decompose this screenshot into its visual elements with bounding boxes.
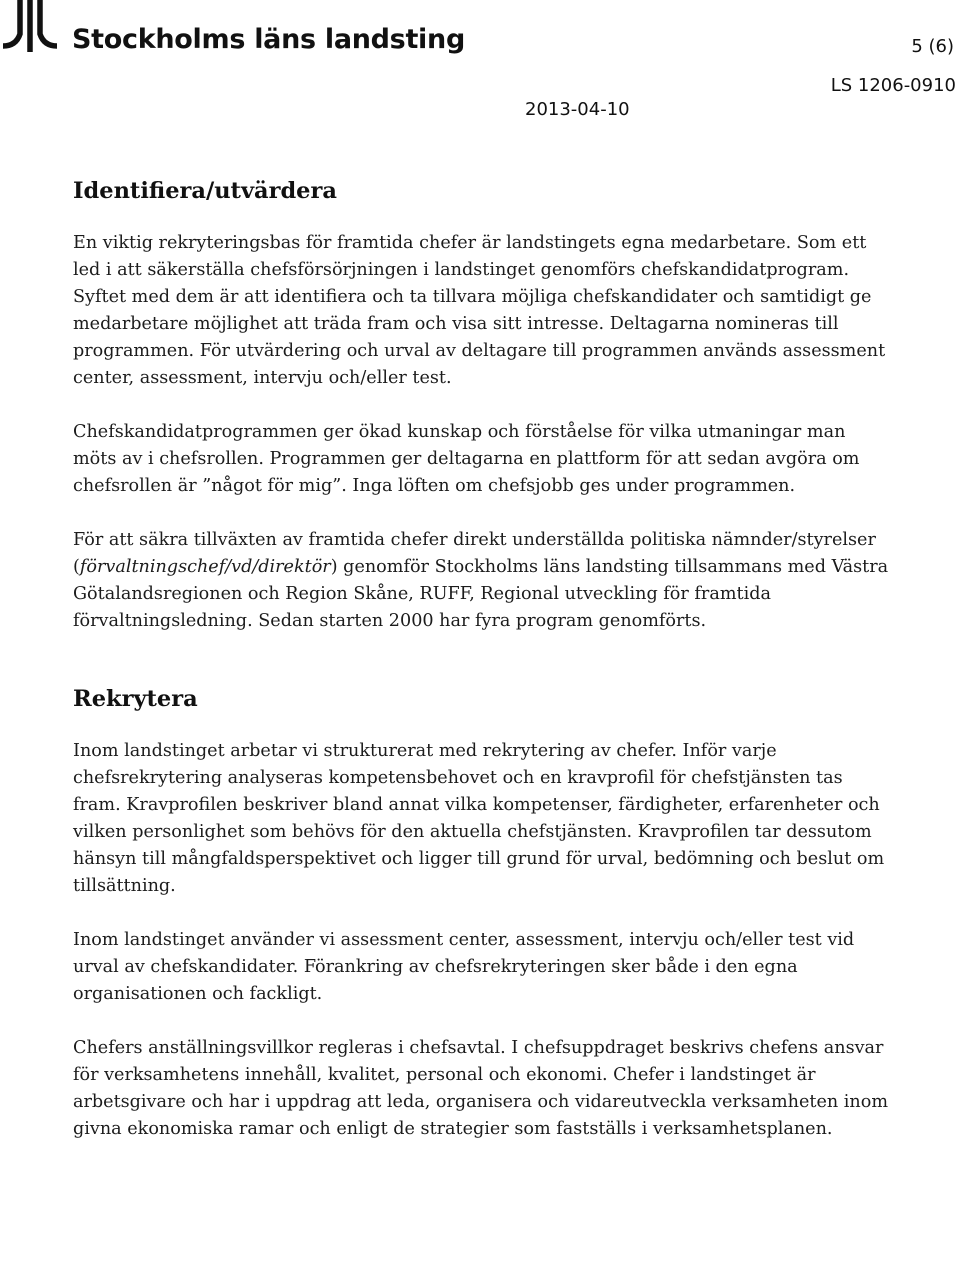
paragraph: En viktig rekryteringsbas för framtida chefer är landstingets egna medarbetare. Som ett led i att säkerställa chefsförsörjningen i landstinget genomförs chefskandidatprogram. Syftet med dem är att identifiera och ta tillvara möjliga chefskandidater och samtidigt ge medarbetare möjlighet att träda fram och visa sitt intresse. Deltagarna nomineras till programmen. För utvärdering och urval av deltagare till programmen används assessment center, assessment, intervju och/eller test. <box>73 233 886 388</box>
document-body <box>73 172 893 1170</box>
sll-logo-icon <box>0 0 60 56</box>
section-heading: Rekrytera <box>73 686 198 712</box>
paragraph: Chefers anställningsvillkor regleras i chefsavtal. I chefsuppdraget beskrivs chefens ansvar för verksamhetens innehåll, kvalitet, personal och ekonomi. Chefer i landstinget är arbetsgivare och har i uppdrag att leda, organisera och vidareutveckla verksamheten inom givna ekonomiska ramar och enligt de strategier som fastställs i verksamhetsplanen. <box>73 1038 889 1139</box>
section-identifiera <box>73 172 893 635</box>
section-heading: Identifiera/utvärdera <box>73 178 337 204</box>
page-number: 5 (6) <box>911 36 954 57</box>
logo-text: Stockholms läns landsting <box>72 24 465 55</box>
emphasized-text: förvaltningschef/vd/direktör <box>79 557 331 577</box>
paragraph: Inom landstinget arbetar vi strukturerat med rekrytering av chefer. Inför varje chefsrekrytering analyseras kompetensbehovet och en kravprofil för chefstjänsten tas fram. Kravprofilen beskriver bland annat vilka kompetenser, färdigheter, erfarenheter och vilken personlighet som behövs för den aktuella chefstjänsten. Kravprofilen tar dessutom hänsyn till mångfaldsperspektivet och ligger till grund för urval, bedömning och beslut om tillsättning. <box>73 741 885 896</box>
document-date: 2013-04-10 <box>525 99 630 120</box>
paragraph-text: ) genomför Stockholms läns landsting tillsammans med Västra Götalandsregionen och Region Skåne, RUFF, Regional utveckling för framtida förvaltningsledning. Sedan starten 2000 har fyra program genomförts. <box>73 557 889 631</box>
paragraph-text: För att säkra tillväxten av framtida chefer direkt underställda politiska nämnder/styrelser ( <box>73 530 876 577</box>
section-rekrytera <box>73 680 893 1143</box>
document-reference: LS 1206-0910 <box>830 75 956 96</box>
paragraph: Inom landstinget använder vi assessment center, assessment, intervju och/eller test vid urval av chefskandidater. Förankring av chefsrekryteringen sker både i den egna organisationen och fackligt. <box>73 930 855 1004</box>
sll-logo <box>0 0 465 56</box>
paragraph: Chefskandidatprogrammen ger ökad kunskap och förståelse för vilka utmaningar man möts av i chefsrollen. Programmen ger deltagarna en plattform för att sedan avgöra om chefsrollen är ”något för mig”. Inga löften om chefsjobb ges under programmen. <box>73 422 860 496</box>
paragraph <box>73 527 893 635</box>
